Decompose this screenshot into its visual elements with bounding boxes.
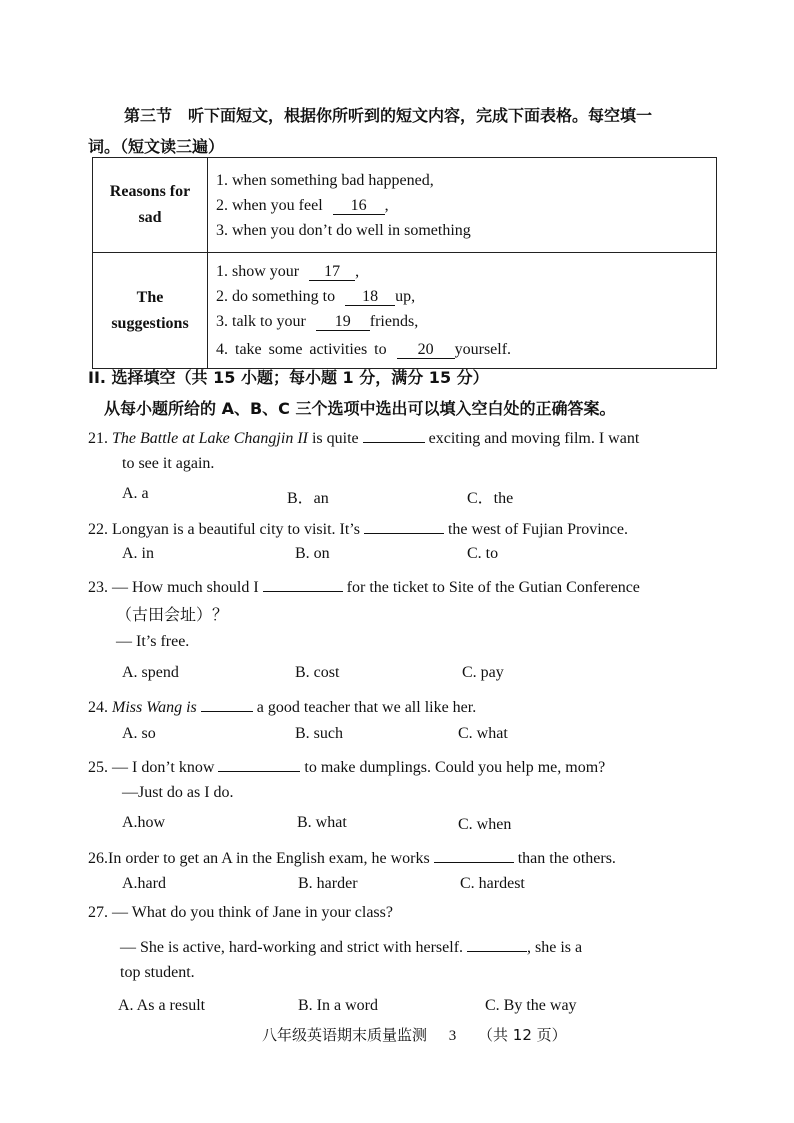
option-24-b[interactable]: B. such: [295, 725, 343, 742]
reason-item-1: 1. when something bad happened,: [216, 171, 434, 189]
question-text: a good teacher that we all like her.: [256, 699, 477, 716]
question-text: In order to get an A in the English exam, he works: [108, 850, 430, 867]
question-24: [88, 694, 476, 717]
answer-blank-26[interactable]: [434, 845, 514, 863]
reasons-items: [208, 158, 717, 253]
question-number: 27.: [88, 904, 108, 921]
option-25-a[interactable]: A.how: [122, 814, 166, 831]
option-24-a[interactable]: A. so: [122, 725, 156, 742]
suggestion-item-4: [216, 334, 708, 362]
answer-blank-22[interactable]: [364, 516, 444, 534]
question-27: [88, 904, 393, 922]
reason-item-3: 3. when you don’t do well in something: [216, 221, 471, 239]
answer-blank-19[interactable]: 19: [316, 313, 370, 331]
option-25-b[interactable]: B. what: [297, 814, 347, 831]
row-label-line: suggestions: [111, 314, 189, 332]
question-23-cn: （古田会址）？: [116, 605, 229, 624]
question-text: — What do you think of Jane in your class?: [112, 904, 393, 921]
question-21-cont: to see it again.: [122, 455, 215, 472]
option-21-a[interactable]: A. a: [122, 485, 149, 502]
suggestion-item-2: [216, 284, 708, 309]
question-23-reply: — It’s free.: [116, 633, 190, 650]
option-23-b[interactable]: B. cost: [295, 664, 340, 681]
option-21-b[interactable]: B．an: [287, 490, 329, 507]
answer-blank-24[interactable]: [201, 694, 253, 712]
question-27-line2: [120, 934, 582, 957]
suggestion-item-3: [216, 309, 708, 334]
punctuation: ,: [384, 196, 389, 214]
answer-blank-18[interactable]: 18: [345, 288, 395, 306]
option-23-c[interactable]: C. pay: [462, 664, 504, 681]
question-text: Miss Wang is: [112, 699, 197, 716]
question-number: 21.: [88, 430, 108, 447]
question-text: — I don’t know: [112, 759, 215, 776]
question-text: — She is active, hard-working and strict with herself.: [120, 939, 464, 956]
row-label-line: Reasons for: [109, 183, 191, 200]
option-27-a[interactable]: A. As a result: [118, 997, 206, 1014]
punctuation: ,: [355, 263, 360, 280]
answer-blank-16[interactable]: 16: [333, 197, 385, 215]
row-label-reasons: [93, 158, 208, 253]
question-number: 22.: [88, 521, 108, 538]
option-27-b[interactable]: B. In a word: [298, 997, 378, 1014]
question-22: [88, 516, 628, 539]
reason-item-2: [216, 193, 708, 218]
option-26-c[interactable]: C. hardest: [460, 875, 525, 892]
answer-blank-20[interactable]: 20: [397, 341, 455, 359]
option-22-b[interactable]: B. on: [295, 545, 330, 562]
option-23-a[interactable]: A. spend: [122, 664, 179, 681]
question-25: [88, 754, 605, 777]
question-text: the west of Fujian Province.: [447, 521, 628, 538]
listening-table: [92, 157, 717, 369]
row-label-line: The: [136, 288, 164, 306]
question-number: 24.: [88, 699, 108, 716]
suggestion-text: friends,: [369, 313, 419, 330]
answer-blank-21[interactable]: [363, 425, 425, 443]
question-text: exciting and moving film. I want: [428, 430, 640, 447]
row-label-suggestions: [93, 253, 208, 369]
film-title: The Battle at Lake Changjin II: [112, 430, 308, 447]
question-text: , she is a: [527, 939, 583, 956]
option-25-c[interactable]: C. when: [458, 816, 512, 833]
option-26-a[interactable]: A.hard: [122, 875, 166, 892]
suggestion-text: 2. do something to: [216, 288, 336, 305]
suggestion-text: 3. talk to your: [216, 313, 306, 330]
suggestion-text: 1. show your: [216, 263, 300, 280]
page-number: 3: [448, 1028, 457, 1044]
answer-blank-27[interactable]: [467, 934, 527, 952]
suggestion-text: 4. take some activities to: [216, 341, 387, 358]
section3-heading-cont: 词。（短文读三遍）: [88, 137, 225, 156]
question-27-line3: top student.: [120, 964, 195, 981]
question-text: is quite: [307, 430, 359, 447]
suggestion-text: yourself.: [454, 341, 512, 358]
row-label-line: sad: [138, 209, 162, 226]
question-21: [88, 425, 639, 448]
question-text: — How much should I: [112, 579, 259, 596]
suggestions-items: [208, 253, 717, 369]
answer-blank-25[interactable]: [218, 754, 300, 772]
question-text: for the ticket to Site of the Gutian Conference: [346, 579, 640, 596]
section3-heading: 第三节 听下面短文，根据你所听到的短文内容，完成下面表格。每空填一: [124, 106, 653, 125]
option-24-c[interactable]: C. what: [458, 725, 508, 742]
option-22-a[interactable]: A. in: [122, 545, 154, 562]
suggestion-item-1: [216, 259, 708, 284]
question-text: than the others.: [517, 850, 616, 867]
option-21-c[interactable]: C．the: [467, 490, 514, 507]
part2-heading: II. 选择填空（共 15 小题；每小题 1 分，满分 15 分）: [88, 368, 489, 387]
question-number: 23.: [88, 579, 108, 596]
reason-item-text: 2. when you feel: [216, 196, 323, 214]
answer-blank-17[interactable]: 17: [309, 263, 355, 281]
question-26: [88, 845, 616, 868]
question-number: 25.: [88, 759, 108, 776]
table-row-reasons: [93, 158, 717, 253]
answer-blank-23[interactable]: [263, 574, 343, 592]
page-total: （共 12 页）: [478, 1026, 567, 1044]
suggestion-text: up,: [395, 288, 416, 305]
option-26-b[interactable]: B. harder: [298, 875, 358, 892]
footer-title: 八年级英语期末质量监测: [262, 1026, 428, 1044]
table-row-suggestions: [93, 253, 717, 369]
question-text: Longyan is a beautiful city to visit. It’s: [112, 521, 360, 538]
question-number: 26.: [88, 850, 108, 867]
page-footer: [262, 1024, 567, 1045]
option-22-c[interactable]: C. to: [467, 545, 499, 562]
part2-instruction: 从每小题所给的 A、B、C 三个选项中选出可以填入空白处的正确答案。: [104, 399, 616, 418]
question-23: [88, 574, 640, 597]
option-27-c[interactable]: C. By the way: [485, 997, 577, 1014]
question-25-reply: —Just do as I do.: [122, 784, 234, 801]
question-text: to make dumplings. Could you help me, mom?: [304, 759, 606, 776]
